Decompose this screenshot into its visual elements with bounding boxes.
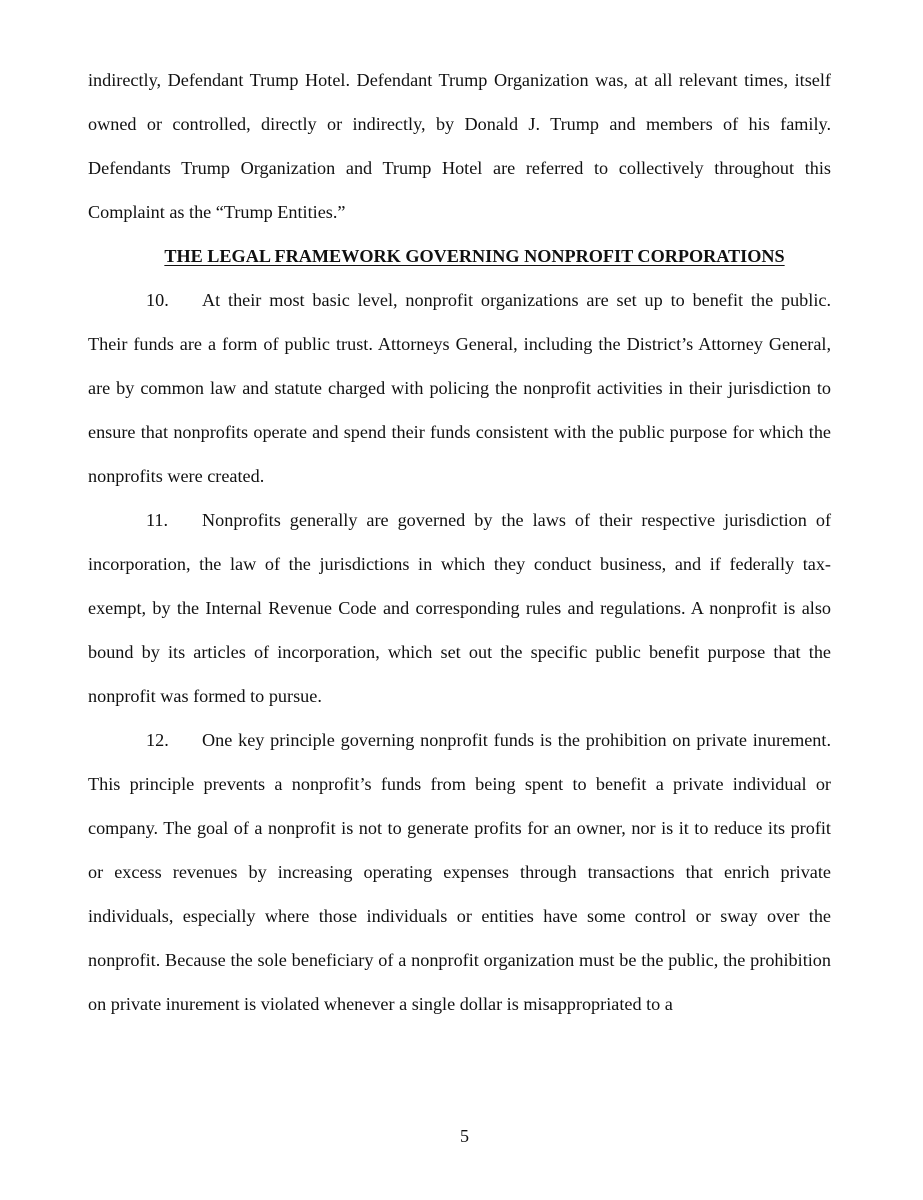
paragraph-number: 12. [146,730,169,750]
document-body [88,58,831,1026]
paragraph-text: Nonprofits generally are governed by the laws of their respective jurisdiction of incorporation, the law of the jurisdictions in which they conduct business, and if federally tax-exempt, by the Internal Revenue Code and corresponding rules and regulations. A nonprofit is also bound by its articles of incorporation, which set out the specific public benefit purpose that the nonprofit was formed to pursue. [88,510,831,706]
paragraph-number: 10. [146,290,169,310]
paragraph-11 [88,498,831,718]
paragraph-12 [88,718,831,1026]
paragraph-text: At their most basic level, nonprofit organizations are set up to benefit the public. Their funds are a form of public trust. Attorneys General, including the District’s Attorney General, are by common law and statute charged with policing the nonprofit activities in their jurisdiction to ensure that nonprofits operate and spend their funds consistent with the public purpose for which the nonprofits were created. [88,290,831,486]
section-heading: THE LEGAL FRAMEWORK GOVERNING NONPROFIT CORPORATIONS [164,246,785,266]
page-number: 5 [460,1126,469,1146]
paragraph-number: 11. [146,510,169,530]
paragraph-text: One key principle governing nonprofit funds is the prohibition on private inurement. This principle prevents a nonprofit’s funds from being spent to benefit a private individual or company. The goal of a nonprofit is not to generate profits for an owner, nor is it to reduce its profit or excess revenues by increasing operating expenses through transactions that enrich private individuals, especially where those individuals or entities have some control or sway over the nonprofit. Because the sole beneficiary of a nonprofit organization must be the public, the prohibition on private inurement is violated whenever a single dollar is misappropriated to a [88,730,831,1014]
paragraph-10 [88,278,831,498]
continued-paragraph: indirectly, Defendant Trump Hotel. Defendant Trump Organization was, at all relevant times, itself owned or controlled, directly or indirectly, by Donald J. Trump and members of his family. Defendants Trump Organization and Trump Hotel are referred to collectively throughout this Complaint as the “Trump Entities.” [88,70,831,222]
